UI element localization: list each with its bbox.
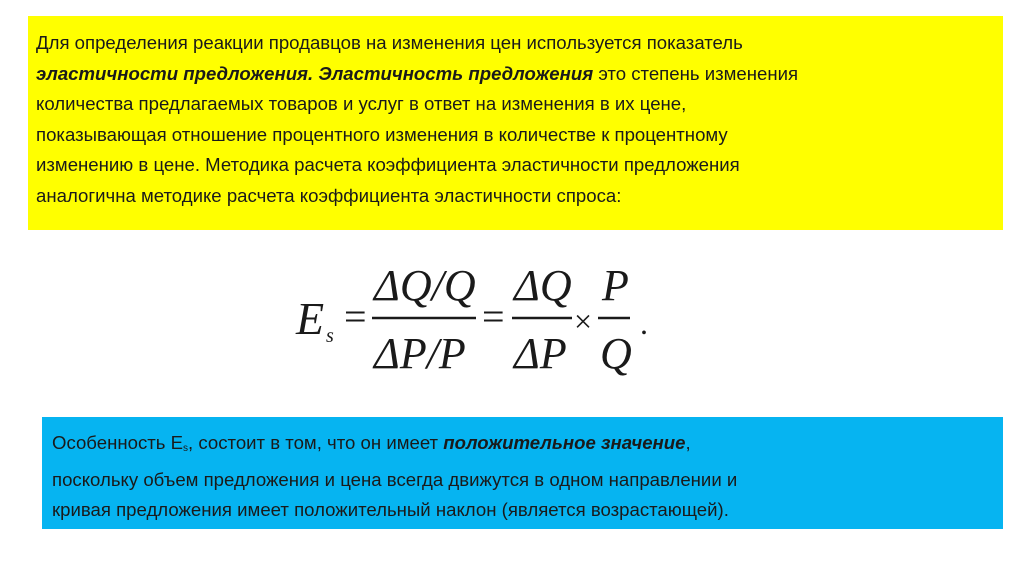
feature-line-1-mid: , состоит в том, что он имеет	[188, 432, 444, 453]
feature-line-1	[52, 428, 993, 465]
definition-block	[28, 16, 1003, 230]
definition-line-5: изменению в цене. Методика расчета коэффициента эластичности предложения	[36, 154, 740, 176]
feature-line-2: поскольку объем предложения и цена всегда движутся в одном направлении и	[52, 468, 738, 490]
definition-line-4: показывающая отношение процентного изменения в количестве к процентному	[36, 123, 728, 145]
term-supply-elasticity-2: Эластичность предложения	[318, 62, 594, 84]
feature-line-1-sub: s	[183, 443, 189, 454]
definition-line-3: количества предлагаемых товаров и услуг в ответ на изменения в их цене,	[36, 93, 687, 115]
term-positive-value: положительное значение	[443, 432, 686, 453]
feature-line-3: кривая предложения имеет положительный наклон (является возрастающей).	[52, 499, 729, 521]
formula-period: .	[640, 305, 648, 341]
feature-line-1-pre: Особенность E	[52, 432, 184, 453]
formula-equals-2: =	[482, 294, 505, 339]
formula-lhs-subscript: s	[326, 325, 334, 347]
fraction-3-numerator: P	[602, 261, 629, 310]
fraction-3-denominator: Q	[600, 329, 632, 378]
formula-equals-1: =	[344, 294, 367, 339]
formula-lhs: E	[296, 293, 325, 344]
definition-line-2	[36, 59, 995, 90]
term-supply-elasticity-1: эластичности предложения.	[36, 62, 314, 84]
formula-times: ×	[574, 303, 593, 339]
feature-line-1-post: ,	[685, 432, 691, 453]
definition-line-6: аналогична методике расчета коэффициента эластичности спроса:	[36, 184, 622, 206]
feature-text	[52, 428, 993, 526]
definition-line-1: Для определения реакции продавцов на изменения цен используется показатель	[36, 32, 743, 53]
fraction-2-numerator: ΔQ	[514, 261, 572, 310]
elasticity-formula	[290, 238, 670, 406]
fraction-2-denominator: ΔP	[514, 329, 567, 378]
fraction-1-numerator: ΔQ/Q	[374, 261, 476, 310]
feature-block	[42, 417, 1003, 529]
definition-line-2-rest: это степень изменения	[593, 62, 799, 84]
formula-svg	[290, 238, 670, 406]
definition-text	[36, 28, 995, 212]
fraction-1-denominator: ΔP/P	[374, 329, 466, 378]
